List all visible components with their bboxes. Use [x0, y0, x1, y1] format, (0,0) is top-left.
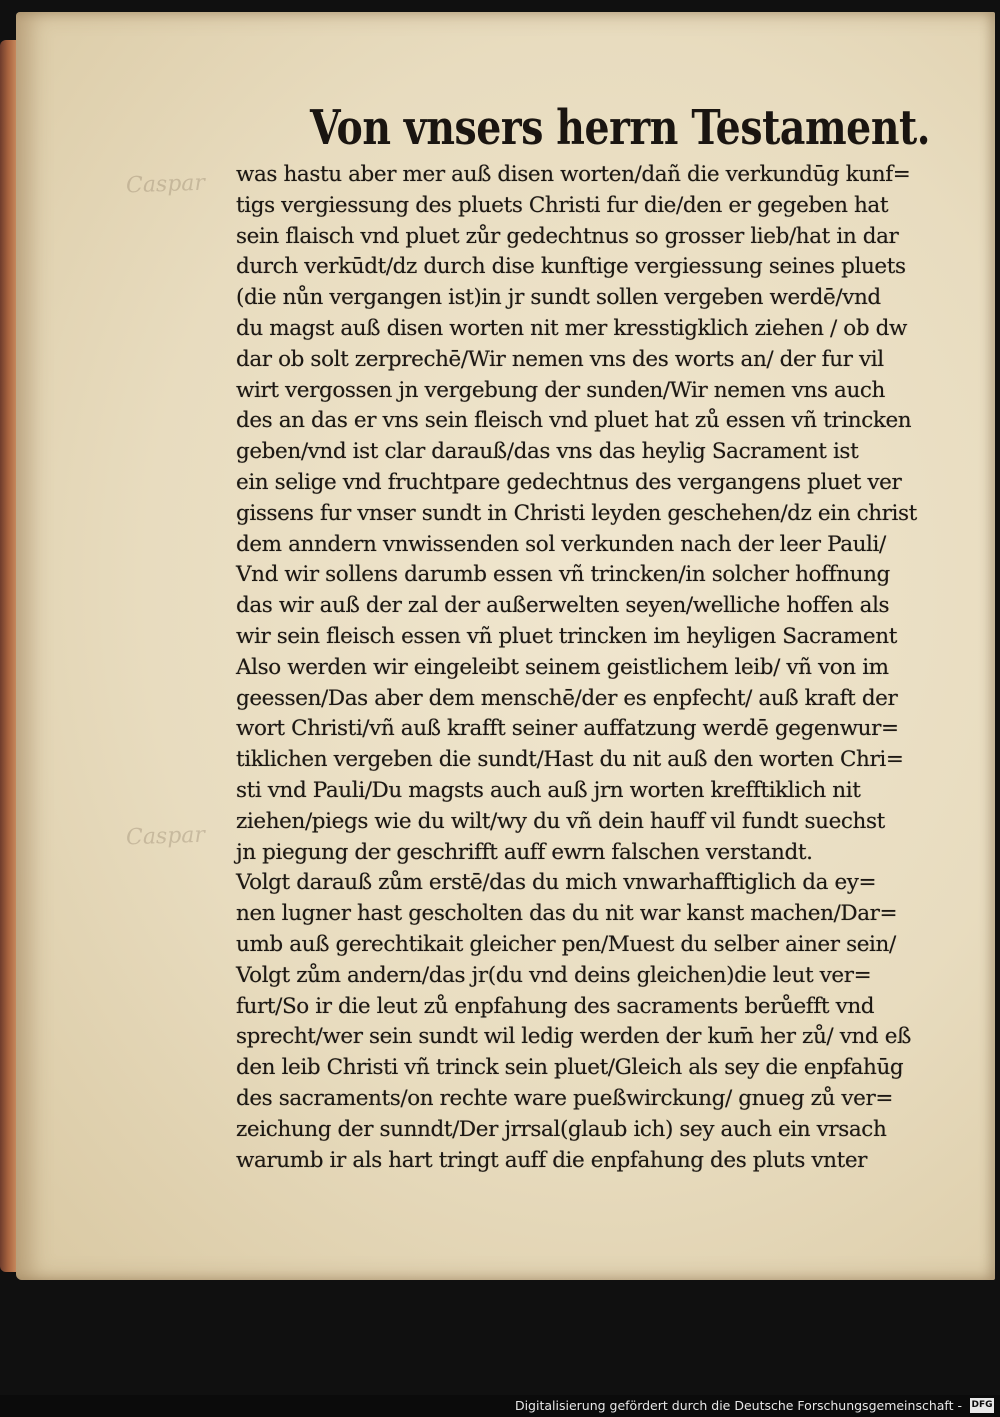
text-line: dem anndern vnwissenden sol verkunden nach der leer Pauli/: [236, 531, 886, 557]
text-line: tigs vergiessung des pluets Christi fur die/den er gegeben hat: [236, 192, 889, 218]
text-line: warumb ir als hart tringt auff die enpfahung des pluts vnter: [236, 1147, 868, 1173]
text-line: Vnd wir sollens darumb essen vñ trincken/in solcher hoffnung: [236, 562, 890, 588]
text-line: zeichung der sunndt/Der jrrsal(glaub ich) sey auch ein vrsach: [236, 1116, 887, 1142]
text-line: umb auß gerechtikait gleicher pen/Muest du selber ainer sein/: [236, 931, 896, 957]
text-line: sti vnd Pauli/Du magsts auch auß jrn worten krefftiklich nit: [236, 777, 861, 803]
text-line: sprecht/wer sein sundt wil ledig werden der kum̄ her zů/ vnd eß: [236, 1024, 911, 1050]
text-line: tiklichen vergeben die sundt/Hast du nit auß den worten Chri=: [236, 747, 904, 773]
text-line: jn piegung der geschrifft auff ewrn falschen verstandt.: [236, 839, 813, 865]
text-line: des sacraments/on rechte ware pueßwirckung/ gnueg zů ver=: [236, 1085, 893, 1111]
page-heading: Von vnsers herrn Testament.: [310, 100, 931, 156]
text-line: geben/vnd ist clar darauß/das vns das heylig Sacrament ist: [236, 439, 859, 465]
show-through-text: Caspar: [125, 170, 206, 199]
text-line: wirt vergossen jn vergebung der sunden/Wir nemen vns auch: [236, 377, 885, 403]
text-line: du magst auß disen worten nit mer kresstigklich ziehen / ob dw: [236, 315, 907, 341]
text-line: das wir auß der zal der außerwelten seyen/welliche hoffen als: [236, 593, 890, 619]
text-line: Volgt zům andern/das jr(du vnd deins gleichen)die leut ver=: [236, 962, 872, 988]
text-line: nen lugner hast gescholten das du nit war kanst machen/Dar=: [236, 901, 898, 927]
footer-bar: [0, 1395, 1000, 1417]
text-line: des an das er vns sein fleisch vnd pluet hat zů essen vñ trincken: [236, 408, 912, 434]
text-line: was hastu aber mer auß disen worten/dañ die verkundūg kunf=: [236, 162, 911, 187]
text-line: ziehen/piegs wie du wilt/wy du vñ dein hauff vil fundt suechst: [236, 808, 885, 834]
text-line: wir sein fleisch essen vñ pluet trincken im heyligen Sacrament: [236, 623, 897, 649]
text-line: den leib Christi vñ trinck sein pluet/Gleich als sey die enpfahūg: [236, 1055, 904, 1081]
funding-credit: Digitalisierung gefördert durch die Deutsche Forschungsgemeinschaft -: [514, 1398, 962, 1413]
text-line: durch verkūdt/dz durch dise kunftige vergiessung seines pluets: [236, 254, 906, 280]
body-text: [236, 160, 981, 1176]
text-line: Also werden wir eingeleibt seinem geistlichem leib/ vñ von im: [236, 654, 889, 680]
dfg-logo: DFG: [970, 1398, 994, 1413]
text-line: gissens fur vnser sundt in Christi leyden geschehen/dz ein christ: [236, 500, 917, 526]
show-through-text: Caspar: [125, 822, 206, 851]
text-line: sein flaisch vnd pluet zůr gedechtnus so grosser lieb/hat in dar: [236, 223, 899, 249]
text-line: dar ob solt zerprechē/Wir nemen vns des worts an/ der fur vil: [236, 346, 884, 372]
text-line: wort Christi/vñ auß krafft seiner auffatzung werdē gegenwur=: [236, 716, 899, 742]
text-line: ein selige vnd fruchtpare gedechtnus des vergangens pluet ver: [236, 469, 902, 495]
text-line: Volgt darauß zům erstē/das du mich vnwarhafftiglich da ey=: [236, 870, 877, 896]
text-line: (die nůn vergangen ist)in jr sundt sollen vergeben werdē/vnd: [236, 285, 881, 311]
text-line: furt/So ir die leut zů enpfahung des sacraments berůefft vnd: [236, 993, 875, 1019]
text-line: geessen/Das aber dem menschē/der es enpfecht/ auß kraft der: [236, 685, 898, 711]
